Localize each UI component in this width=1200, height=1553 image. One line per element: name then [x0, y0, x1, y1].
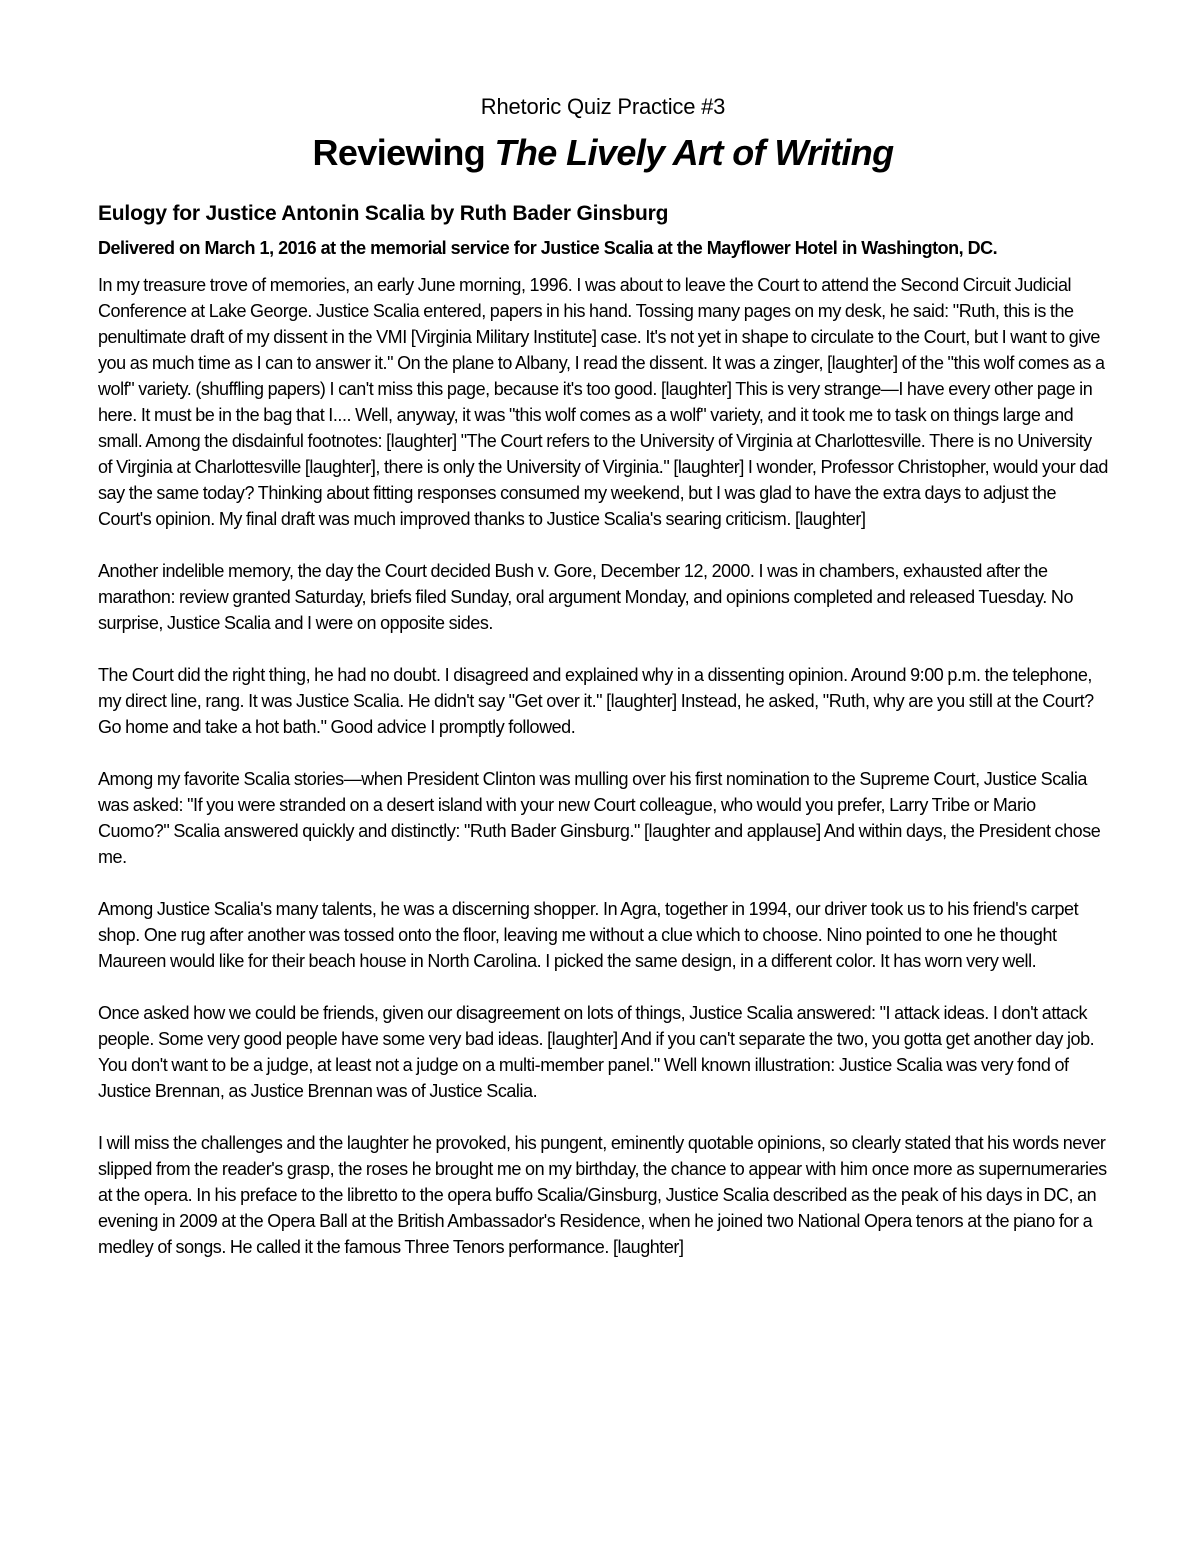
eulogy-heading: [98, 200, 1108, 228]
delivery-note: Delivered on March 1, 2016 at the memorial service for Justice Scalia at the Mayflower Hotel in Washington, DC.: [98, 238, 998, 258]
title-book-name: The Lively Art of Writing: [494, 132, 894, 173]
page-kicker: Rhetoric Quiz Practice #3: [480, 94, 726, 119]
document-page: [98, 92, 1108, 1260]
paragraph-2: Another indelible memory, the day the Court decided Bush v. Gore, December 12, 2000. I was in chambers, exhausted after the marathon: review granted Saturday, briefs filed Sunday, oral argument Monday, and opinions completed and released Tuesday. No surprise, Justice Scalia and I were on opposite sides.: [98, 561, 1074, 633]
paragraph-1: In my treasure trove of memories, an early June morning, 1996. I was about to leave the Court to attend the Second Circuit Judicial Conference at Lake George. Justice Scalia entered, papers in his hand. Tossing many pages on my desk, he said: "Ruth, this is the penultimate draft of my dissent in the VMI [Virginia Military Institute] case. It's not yet in shape to circulate to the Court, but I want to give you as much time as I can to answer it." On the plane to Albany, I read the dissent. It was a zinger, [laughter] of the "this wolf comes as a wolf" variety. (shuffling papers) I can't miss this page, because it's too good. [laughter] This is very strange—I have every other page in here. It must be in the bag that I.... Well, anyway, it was "this wolf comes as a wolf" variety, and it took me to task on things large and small. Among the disdainful footnotes: [laughter] "The Court refers to the University of Virginia at Charlottesville. There is no University of Virginia at Charlottesville [laughter], there is only the University of Virginia." [laughter] I wonder, Professor Christopher, would your dad say the same today? Thinking about fitting responses consumed my weekend, but I was glad to have the extra days to adjust the Court's opinion. My final draft was much improved thanks to Justice Scalia's searing criticism. [laughter]: [98, 275, 1108, 529]
paragraph-7: I will miss the challenges and the laughter he provoked, his pungent, eminently quotable opinions, so clearly stated that his words never slipped from the reader's grasp, the roses he brought me on my birthday, the chance to appear with him once more as supernumeraries at the opera. In his preface to the libretto to the opera buffo Scalia/Ginsburg, Justice Scalia described as the peak of his days in DC, an evening in 2009 at the Opera Ball at the British Ambassador's Residence, when he joined two National Opera tenors at the piano for a medley of songs. He called it the famous Three Tenors performance. [laughter]: [98, 1133, 1107, 1257]
paragraph-6: Once asked how we could be friends, given our disagreement on lots of things, Justice Scalia answered: "I attack ideas. I don't attack people. Some very good people have some very bad ideas. [laughter] And if you can't separate the two, you gotta get another day job. You don't want to be a judge, at least not a judge on a multi-member panel." Well known illustration: Justice Scalia was very fond of Justice Brennan, as Justice Brennan was of Justice Scalia.: [98, 1003, 1095, 1101]
paragraph-3: The Court did the right thing, he had no doubt. I disagreed and explained why in a dissenting opinion. Around 9:00 p.m. the telephone, my direct line, rang. It was Justice Scalia. He didn't say "Get over it." [laughter] Instead, he asked, "Ruth, why are you still at the Court? Go home and take a hot bath." Good advice I promptly followed.: [98, 665, 1094, 737]
paragraph-5: Among Justice Scalia's many talents, he was a discerning shopper. In Agra, together in 1994, our driver took us to his friend's carpet shop. One rug after another was tossed onto the floor, leaving me without a clue which to choose. Nino pointed to one he thought Maureen would like for their beach house in North Carolina. I picked the same design, in a different color. It has worn very well.: [98, 899, 1079, 971]
page-title: [98, 128, 1108, 178]
eulogy-author: by Ruth Bader Ginsburg: [424, 202, 669, 225]
eulogy-title: Eulogy for Justice Antonin Scalia: [98, 202, 425, 225]
title-prefix: Reviewing: [312, 132, 495, 173]
paragraph-4: Among my favorite Scalia stories—when President Clinton was mulling over his first nomination to the Supreme Court, Justice Scalia was asked: "If you were stranded on a desert island with your new Court colleague, who would you prefer, Larry Tribe or Mario Cuomo?" Scalia answered quickly and distinctly: "Ruth Bader Ginsburg." [laughter and applause] And within days, the President chose me.: [98, 769, 1101, 867]
eulogy-body: [98, 272, 1108, 1260]
